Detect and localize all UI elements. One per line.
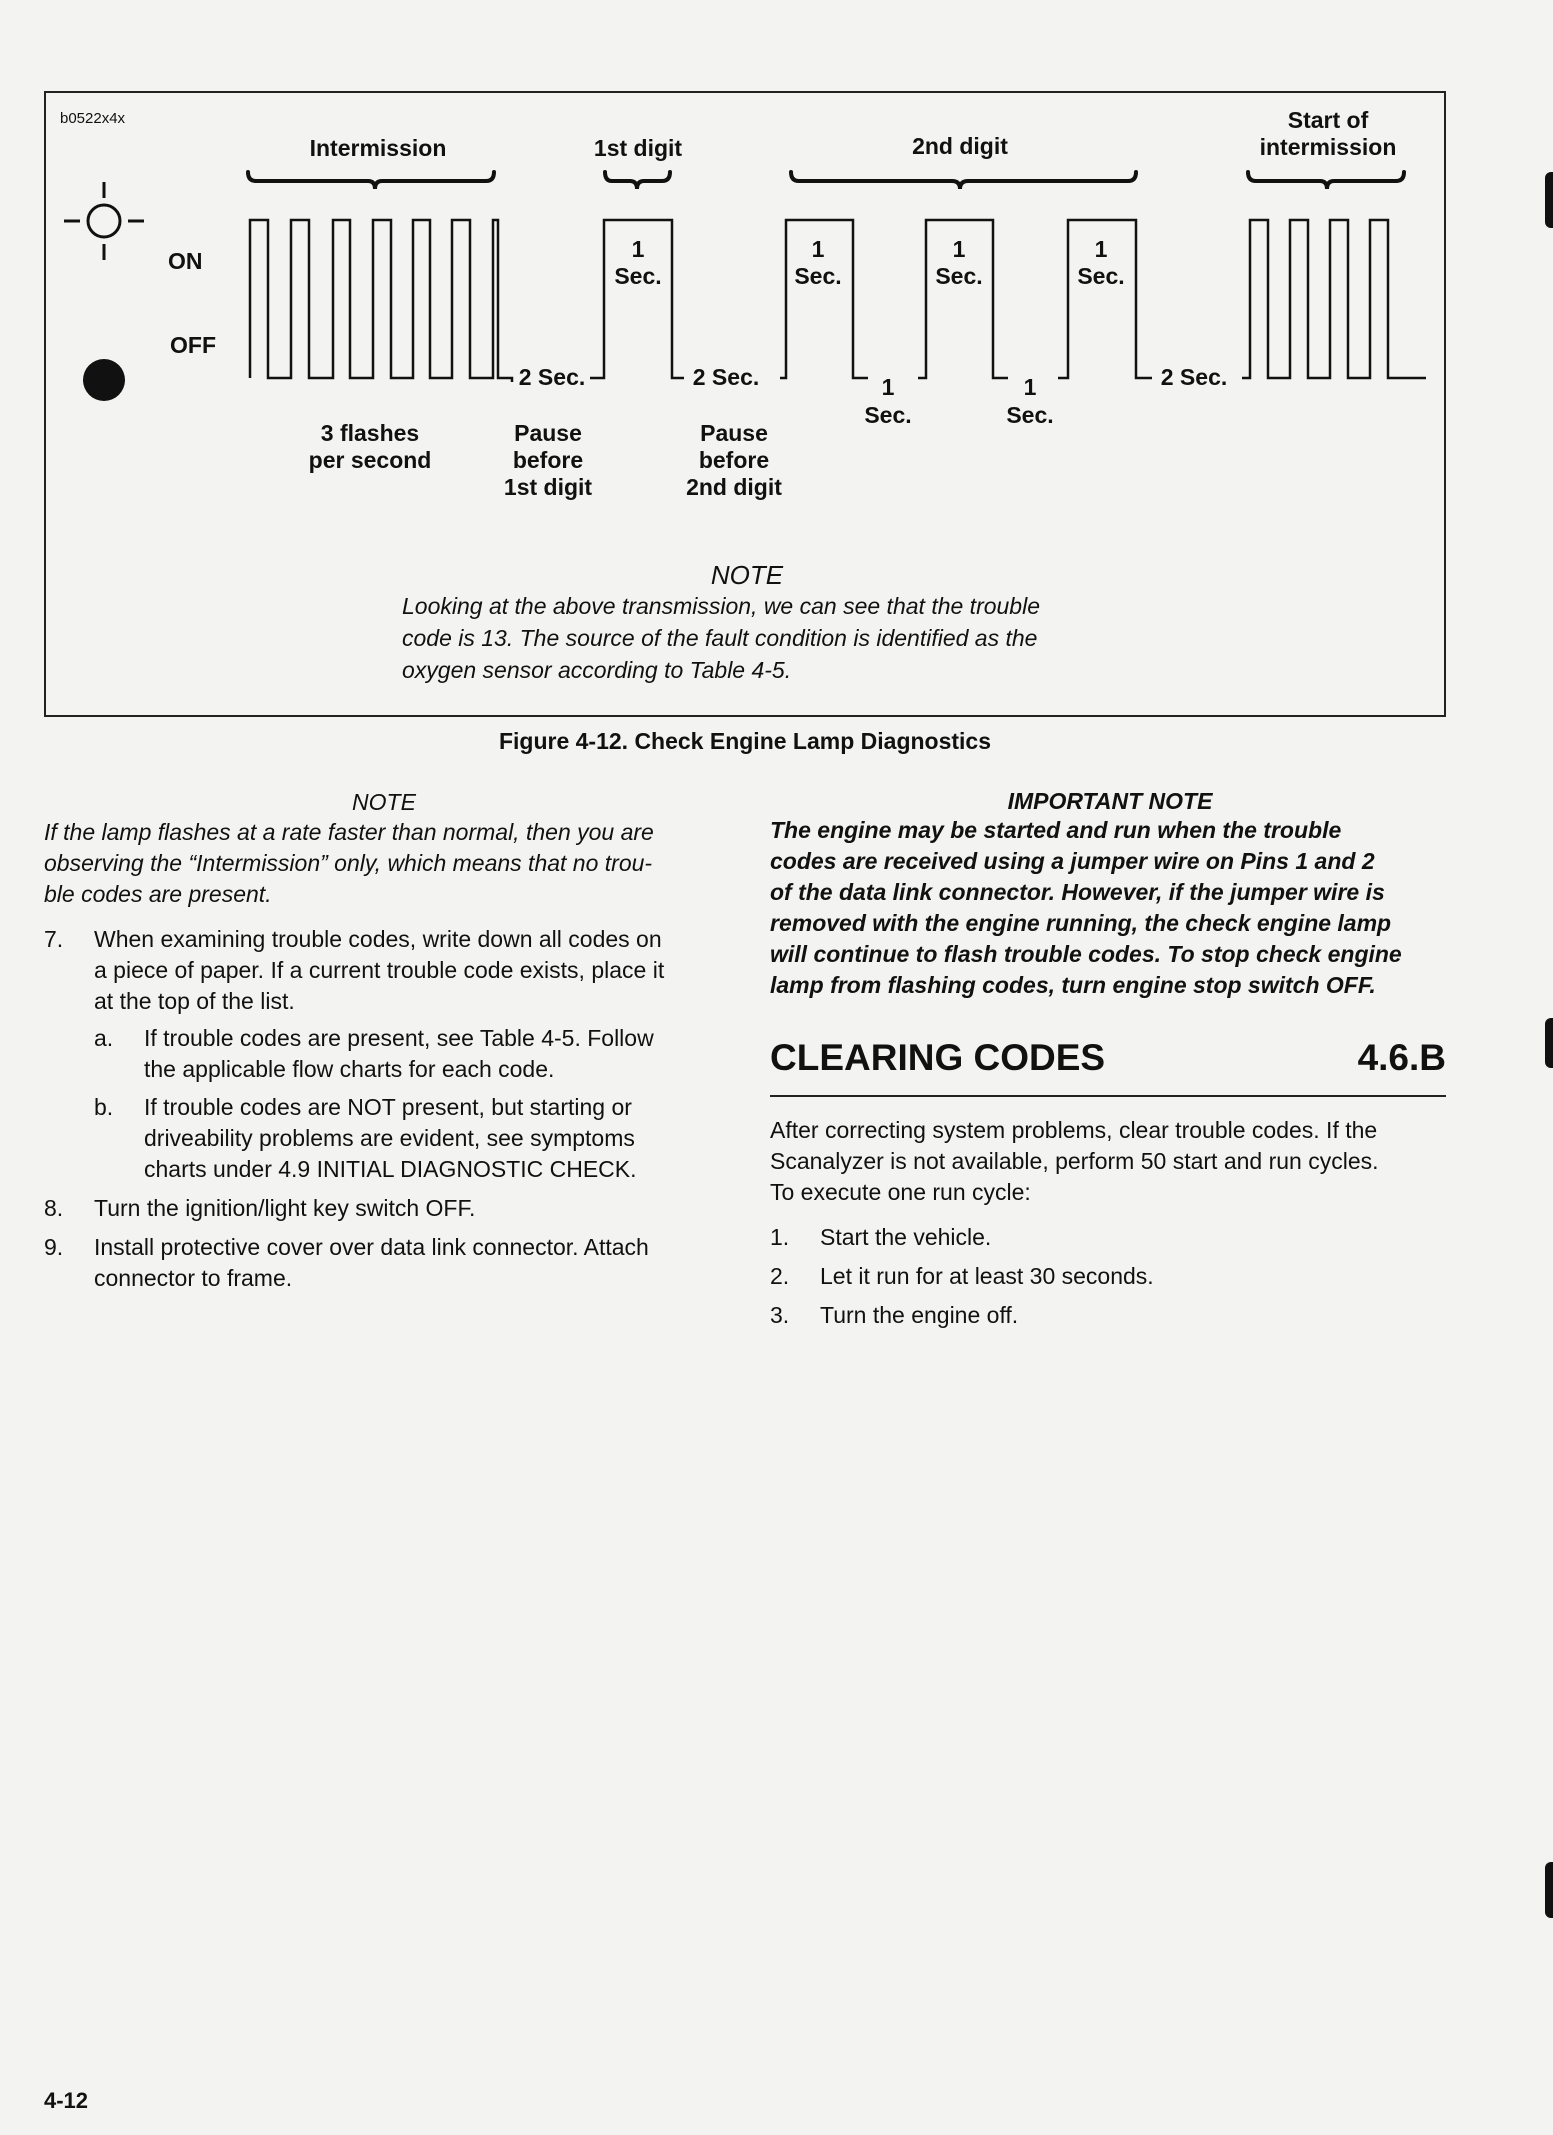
substep-text-line: driveability problems are evident, see symptoms <box>144 1125 635 1151</box>
off-duration-1-num: 1 <box>881 374 895 400</box>
off-duration-2-num: 1 <box>1023 374 1037 400</box>
figure-caption: Figure 4-12. Check Engine Lamp Diagnostics <box>498 728 992 754</box>
binding-hole-mark <box>1545 172 1553 228</box>
substep-text-line: charts under 4.9 INITIAL DIAGNOSTIC CHECK. <box>144 1156 637 1182</box>
pause1-desc-line2: before <box>512 447 584 473</box>
step-number: 7. <box>44 926 64 952</box>
step-text: Let it run for at least 30 seconds. <box>820 1263 1154 1289</box>
off-duration-1-unit: Sec. <box>864 402 912 428</box>
paragraph-line: After correcting system problems, clear trouble codes. If the <box>770 1117 1378 1143</box>
step-number: 2. <box>770 1263 790 1289</box>
step-number: 9. <box>44 1234 64 1260</box>
lamp-on-icon <box>64 182 144 260</box>
step-text-line: When examining trouble codes, write down all codes on <box>94 926 662 952</box>
pause-duration-1: 2 Sec. <box>518 364 586 390</box>
header-intermission-2: intermission <box>1259 134 1397 160</box>
substep-a <box>44 1023 724 1093</box>
step-text: Turn the engine off. <box>820 1302 1019 1328</box>
important-note-line: codes are received using a jumper wire on Pins 1 and 2 <box>770 848 1375 874</box>
left-note-title: NOTE <box>352 789 416 815</box>
left-note-body <box>44 817 724 910</box>
on-duration-2-num: 1 <box>811 236 825 262</box>
step-9 <box>44 1232 724 1302</box>
off-duration-2-unit: Sec. <box>1006 402 1054 428</box>
cycle-step-1 <box>770 1222 1450 1258</box>
important-note-line: The engine may be started and run when the trouble <box>770 817 1342 843</box>
substep-text-line: the applicable flow charts for each code. <box>144 1056 555 1082</box>
binding-hole-mark <box>1545 1018 1553 1068</box>
step-number: 8. <box>44 1195 64 1221</box>
off-label: OFF <box>170 332 216 358</box>
substep-text-line: If trouble codes are NOT present, but starting or <box>144 1094 632 1120</box>
step-text-line: Turn the ignition/light key switch OFF. <box>94 1195 476 1221</box>
cycle-step-3 <box>770 1300 1450 1336</box>
figure-note-title: NOTE <box>710 560 784 590</box>
pause2-desc-line1: Pause <box>700 420 768 446</box>
step-text-line: connector to frame. <box>94 1265 293 1291</box>
figure-note-line: Looking at the above transmission, we can see that the trouble <box>402 593 1041 619</box>
header-second-digit: 2nd digit <box>912 133 1008 159</box>
on-duration-4-unit: Sec. <box>1077 263 1125 289</box>
cycle-step-2 <box>770 1261 1450 1297</box>
step-text: Start the vehicle. <box>820 1224 992 1250</box>
step-text-line: at the top of the list. <box>94 988 295 1014</box>
header-first-digit: 1st digit <box>593 135 683 161</box>
on-duration-3-unit: Sec. <box>935 263 983 289</box>
step-text-line: Install protective cover over data link connector. Attach <box>94 1234 649 1260</box>
substep-b <box>44 1092 724 1192</box>
step-8 <box>44 1193 724 1229</box>
lamp-off-icon <box>83 359 125 401</box>
paragraph-line: To execute one run cycle: <box>770 1179 1031 1205</box>
paragraph-line: Scanalyzer is not available, perform 50 start and run cycles. <box>770 1148 1379 1174</box>
section-title: CLEARING CODES <box>770 1037 1106 1078</box>
page-number: 4-12 <box>44 2088 89 2113</box>
pause-duration-2: 2 Sec. <box>692 364 760 390</box>
important-note-line: of the data link connector. However, if the jumper wire is <box>770 879 1385 905</box>
figure-note-line: code is 13. The source of the fault condition is identified as the <box>402 625 1038 651</box>
important-note-line: lamp from flashing codes, turn engine stop switch OFF. <box>770 972 1376 998</box>
section-divider <box>770 1095 1446 1097</box>
important-note-body <box>770 815 1450 1001</box>
important-note-line: will continue to flash trouble codes. To stop check engine <box>770 941 1402 967</box>
substep-letter: b. <box>94 1094 114 1120</box>
on-duration-2-unit: Sec. <box>794 263 842 289</box>
flashes-desc-line1: 3 flashes <box>320 420 420 446</box>
left-note-line: If the lamp flashes at a rate faster than normal, then you are <box>44 819 654 845</box>
pause-duration-3: 2 Sec. <box>1160 364 1228 390</box>
step-number: 1. <box>770 1224 790 1250</box>
pause1-desc-line1: Pause <box>514 420 582 446</box>
on-duration-4-num: 1 <box>1094 236 1108 262</box>
step-number: 3. <box>770 1302 790 1328</box>
clearing-paragraph <box>770 1115 1450 1208</box>
header-intermission: Intermission <box>309 135 447 161</box>
pause2-desc-line2: before <box>698 447 770 473</box>
substep-text-line: If trouble codes are present, see Table 4-5. Follow <box>144 1025 654 1051</box>
on-label: ON <box>168 248 203 274</box>
on-duration-1-num: 1 <box>631 236 645 262</box>
flashes-desc-line2: per second <box>308 447 432 473</box>
on-duration-1-unit: Sec. <box>614 263 662 289</box>
left-note-line: ble codes are present. <box>44 881 272 907</box>
step-text-line: a piece of paper. If a current trouble code exists, place it <box>94 957 665 983</box>
binding-hole-mark <box>1545 1862 1553 1918</box>
header-braces <box>248 172 1404 189</box>
figure-note-body <box>402 590 1122 686</box>
substep-letter: a. <box>94 1025 114 1051</box>
header-start-of: Start of <box>1287 107 1369 133</box>
figure-note-line: oxygen sensor according to Table 4-5. <box>402 657 792 683</box>
important-note-line: removed with the engine running, the check engine lamp <box>770 910 1392 936</box>
step-7 <box>44 924 724 1034</box>
important-note-title: IMPORTANT NOTE <box>1007 788 1213 814</box>
pause2-desc-line3: 2nd digit <box>686 474 782 500</box>
pause1-desc-line3: 1st digit <box>503 474 593 500</box>
left-note-line: observing the “Intermission” only, which means that no trou- <box>44 850 653 876</box>
section-number: 4.6.B <box>1357 1037 1446 1078</box>
figure-id-label: b0522x4x <box>60 110 126 127</box>
on-duration-3-num: 1 <box>952 236 966 262</box>
